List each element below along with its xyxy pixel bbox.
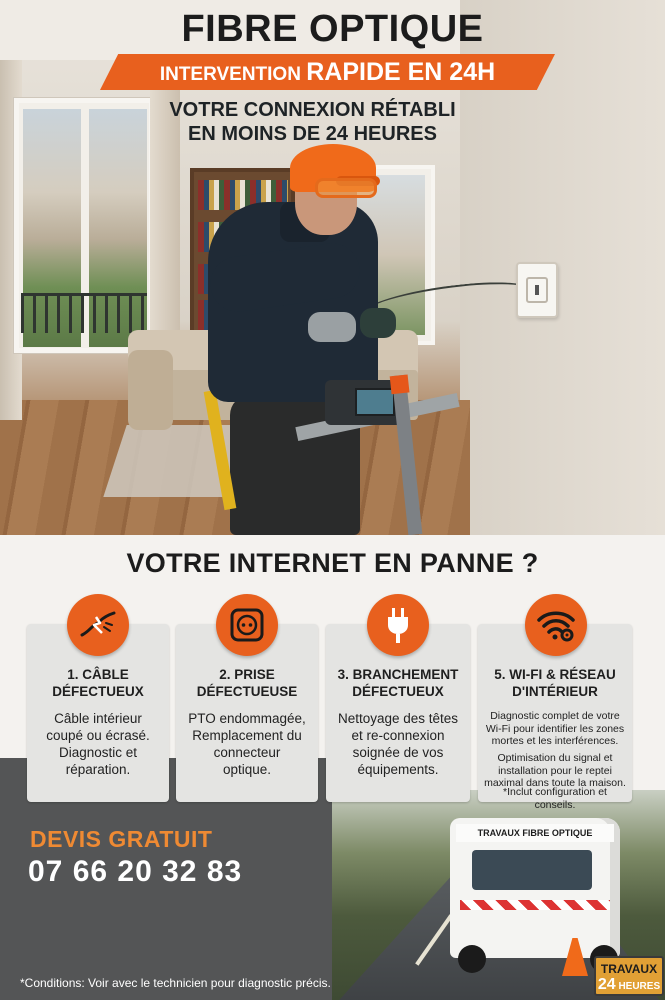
- wall-socket-icon: [216, 594, 278, 656]
- card-text-extra: Optimisation du signal et installation pour le reptei maximal dans toute la maison.: [484, 752, 626, 789]
- card-title: 5. WI-FI & RÉSEAU D'INTÉRIEUR: [494, 667, 616, 699]
- free-quote-label: DEVIS GRATUIT: [30, 826, 213, 852]
- phone-number[interactable]: 07 66 20 32 83: [28, 855, 243, 888]
- headline-banner-text: [100, 54, 555, 90]
- technician: [200, 140, 470, 535]
- card-title: 3. BRANCHEMENT DÉFECTUEUX: [337, 667, 459, 699]
- section-question: VOTRE INTERNET EN PANNE ?: [126, 548, 539, 578]
- wifi-gear-icon: [525, 594, 587, 656]
- travaux-24-badge: [594, 956, 664, 996]
- card-text: Nettoyage des têtes et re-connexion soignée de vos équipements.: [337, 711, 459, 777]
- badge-line-2: 24 HEURES: [597, 976, 661, 993]
- broken-cable-icon: [67, 594, 129, 656]
- card-title: 1. CÂBLE DÉFECTUEUX: [52, 667, 144, 699]
- card-text: Diagnostic complet de votre Wi-Fi pour identifier les zones mortes et les interférences.: [485, 710, 625, 747]
- subtitle-line-1: VOTRE CONNEXION RÉTABLI: [169, 99, 456, 121]
- van-sign: TRAVAUX FIBRE OPTIQUE: [456, 824, 614, 842]
- card-title: 2. PRISE DÉFECTUEUSE: [196, 667, 298, 699]
- banner-prefix: INTERVENTION: [159, 64, 307, 85]
- card-note: *Inclut configuration et conseils.: [503, 786, 607, 811]
- main-title: FIBRE OPTIQUE: [181, 8, 484, 50]
- conditions-note: *Conditions: Voir avec le technicien pour diagnostic précis.: [20, 976, 331, 990]
- subtitle-line-2: EN MOINS DE 24 HEURES: [188, 123, 437, 145]
- fiber-outlet: [516, 262, 558, 318]
- card-text: PTO endommagée, Remplacement du connecteur optique.: [188, 711, 306, 777]
- safety-goggles: [315, 178, 377, 198]
- banner-emphasis: RAPIDE EN 24H: [306, 58, 496, 86]
- card-text: Câble intérieur coupé ou écrasé. Diagnostic et réparation.: [46, 711, 150, 777]
- plug-icon: [367, 594, 429, 656]
- badge-line-1: TRAVAUX: [600, 962, 658, 976]
- subtitle: [0, 98, 625, 146]
